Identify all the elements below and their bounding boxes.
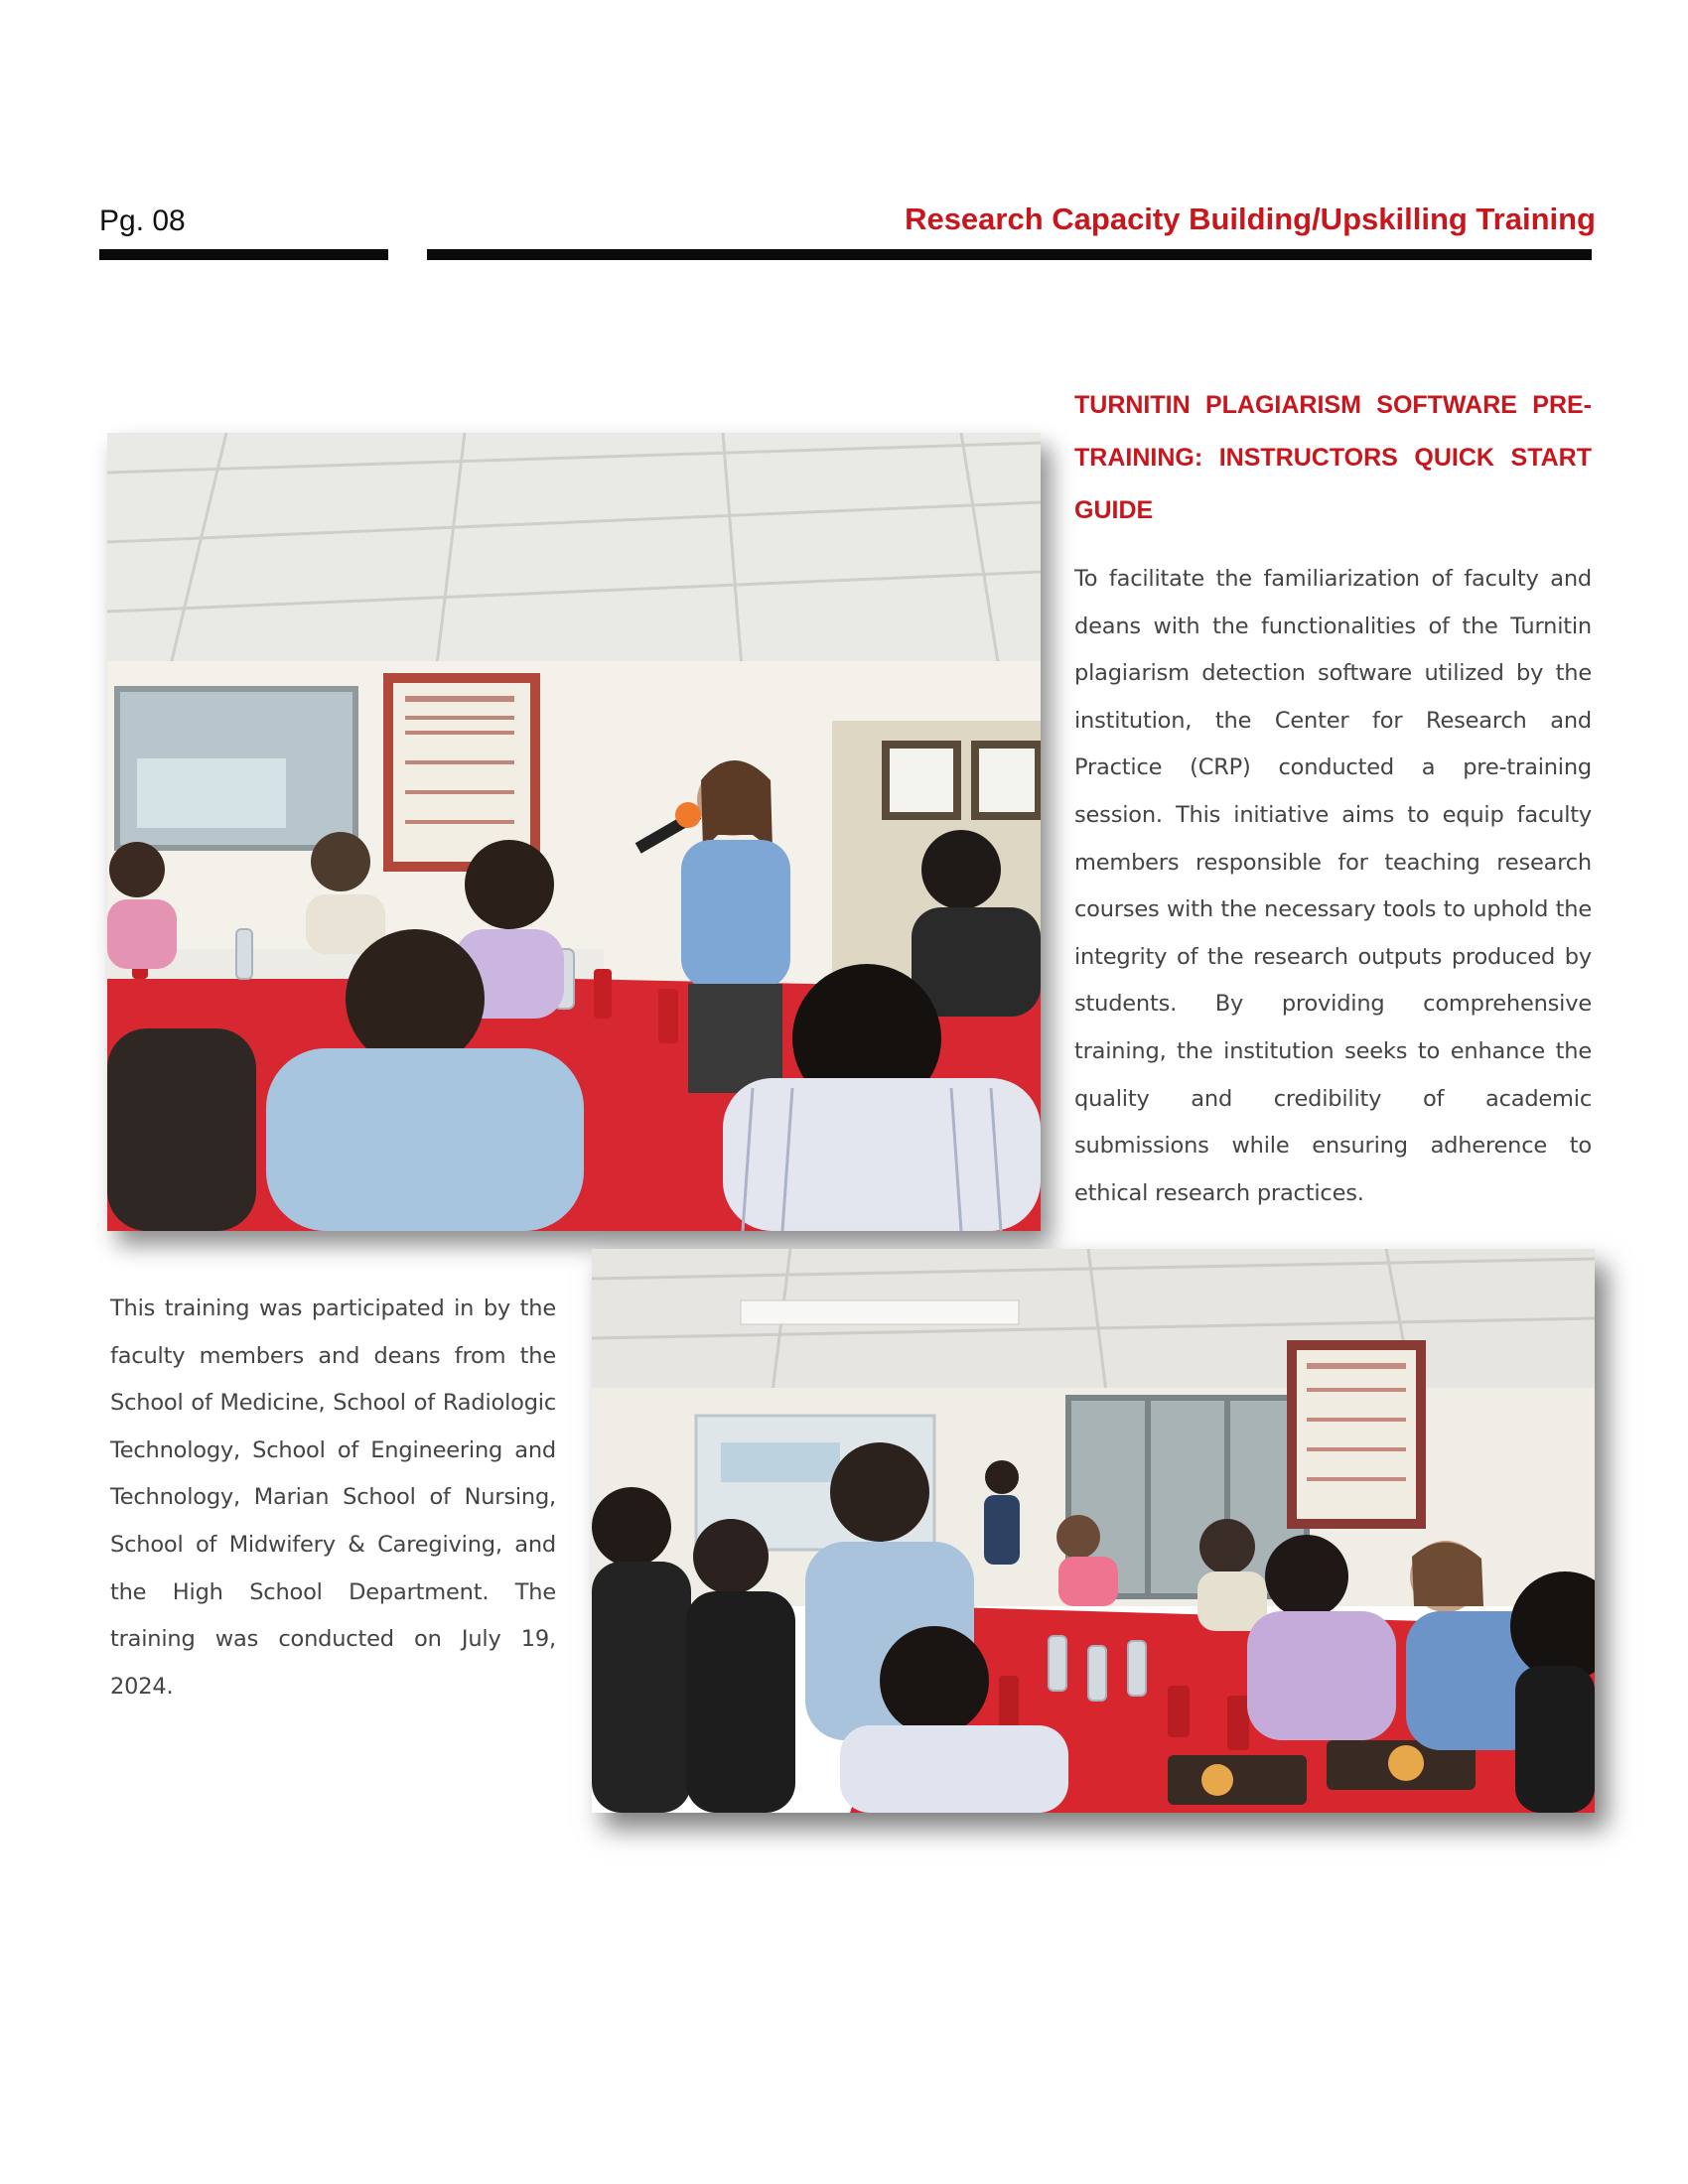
caption-body: This training was participated in by the faculty members and deans from the School of Medicine, School of Radiologic Technology, School of Engineering and Technology, Marian School of Nursing, School of Midwifery & Caregiving, and the High School Department. The training was conducted on July 19, 2024. (110, 1296, 556, 1700)
section-title: Research Capacity Building/Upskilling Training (905, 202, 1596, 236)
header-rule-left (99, 249, 388, 260)
page-number: Pg. 08 (99, 205, 186, 237)
training-photo-participants (592, 1249, 1595, 1813)
article-body: To facilitate the familiarization of faculty and deans with the functionalities of the Turnitin plagiarism detection software utilized by the institution, the Center for Research and Practice (CRP) conducted a pre-training session. This initiative aims to equip faculty members responsible for teaching research courses with the necessary tools to uphold the integrity of the research outputs produced by students. By providing comprehensive training, the institution seeks to enhance the quality and credibility of academic submissions while ensuring adherence to ethical research practices. (1074, 566, 1592, 1206)
training-photo-speaker (107, 433, 1041, 1231)
article-heading: TURNITIN PLAGIARISM SOFTWARE PRE-TRAINING: INSTRUCTORS QUICK START GUIDE (1074, 391, 1592, 524)
header-rule-right (427, 249, 1592, 260)
